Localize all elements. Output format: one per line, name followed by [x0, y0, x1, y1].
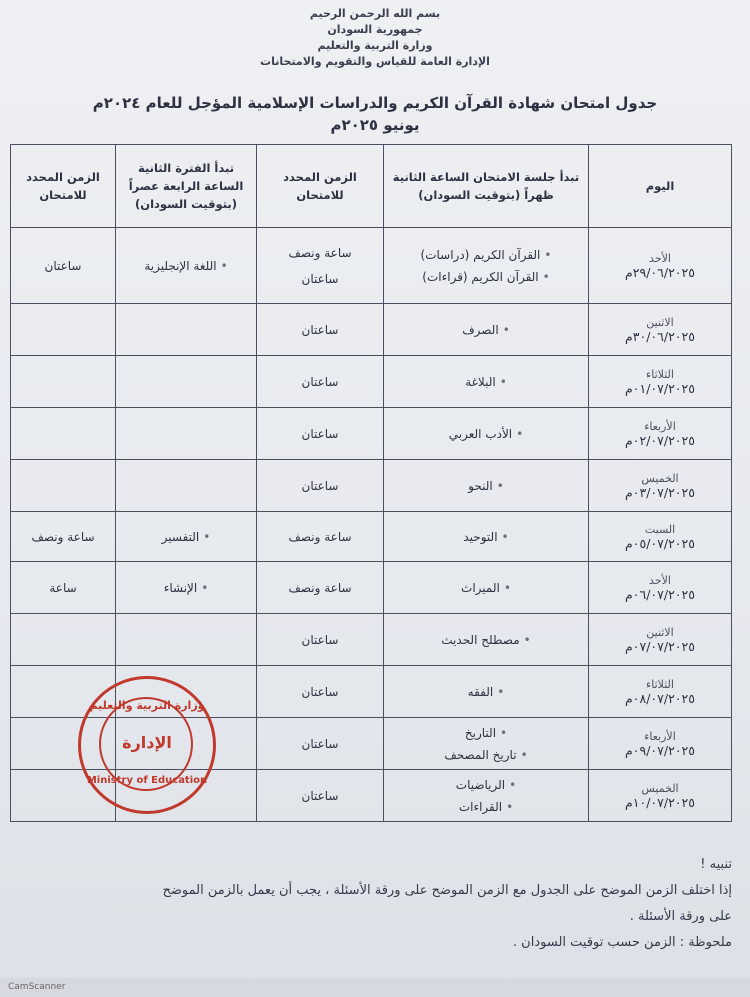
- header-line-3: وزارة التربية والتعليم: [317, 39, 433, 52]
- duration-text: ساعتان: [301, 632, 339, 647]
- duration-text: ساعتان: [301, 374, 339, 389]
- bullet-icon: •: [502, 322, 510, 337]
- title-line-1: جدول امتحان شهادة القرآن الكريم والدراسات الإسلامية المؤجل للعام ٢٠٢٤م: [92, 94, 658, 112]
- second-session-subject-text: الإنشاء: [163, 580, 198, 595]
- subject-item: [388, 629, 584, 651]
- second-session-subject-cell: [116, 614, 257, 666]
- day-date: ٠٢/٠٧/٢٠٢٥م: [625, 432, 695, 448]
- notes-line-1: إذا اختلف الزمن الموضح على الجدول مع الزمن الموضح على ورقة الأسئلة ، يجب أن يعمل بالزمن الموضح: [162, 883, 732, 898]
- bullet-icon: •: [499, 374, 507, 389]
- column-header-duration2: الزمن المحدد للامتحان: [11, 145, 116, 228]
- notes-line-2: على ورقة الأسئلة .: [629, 909, 732, 924]
- day-name: الأربعاء: [644, 729, 676, 743]
- subject-item: [388, 774, 584, 796]
- subject-cell: [384, 770, 589, 822]
- second-session-subject-cell: [116, 512, 257, 562]
- seal-middle-text: الإدارة: [122, 733, 172, 752]
- second-session-subject-text: اللغة الإنجليزية: [144, 258, 217, 273]
- subject-item: [388, 266, 584, 288]
- seal-top-text: وزارة التربية والتعليم: [89, 699, 205, 712]
- second-session-duration-cell: [11, 228, 116, 304]
- bullet-icon: •: [503, 580, 511, 595]
- duration-text: ساعة ونصف: [288, 580, 352, 595]
- subject-cell: [384, 228, 589, 304]
- day-date: ٠٦/٠٧/٢٠٢٥م: [625, 586, 695, 602]
- subject-cell: [384, 512, 589, 562]
- day-name: الخميس: [641, 471, 679, 485]
- day-date: ٠٨/٠٧/٢٠٢٥م: [625, 690, 695, 706]
- day-name: الخميس: [641, 781, 679, 795]
- day-date: ٠١/٠٧/٢٠٢٥م: [625, 380, 695, 396]
- table-row: [11, 228, 732, 304]
- header-line-4: الإدارة العامة للقياس والتقويم والامتحانات: [260, 55, 490, 68]
- seal-bottom-text: Ministry of Education: [86, 775, 208, 786]
- subject-item: [388, 423, 584, 445]
- header-line-2: جمهورية السودان: [327, 23, 423, 36]
- page-title: [10, 92, 740, 136]
- duration-text: ساعتان: [301, 478, 339, 493]
- subject-text: مصطلح الحديث: [441, 632, 520, 647]
- table-row: [11, 304, 732, 356]
- day-cell: [589, 228, 732, 304]
- duration-text: ساعتان: [301, 426, 339, 441]
- second-session-duration-text: ساعة: [49, 580, 77, 595]
- table-row: [11, 562, 732, 614]
- day-cell: [589, 304, 732, 356]
- subject-text: القرآن الكريم (قراءات): [422, 269, 539, 284]
- second-session-duration-cell: [11, 460, 116, 512]
- day-name: الثلاثاء: [646, 367, 674, 381]
- duration-cell: [257, 666, 384, 718]
- subject-item: [388, 371, 584, 393]
- day-date: ٢٩/٠٦/٢٠٢٥م: [625, 264, 695, 280]
- duration-cell: [257, 228, 384, 304]
- table-header-row: [11, 145, 732, 228]
- subject-item: [388, 244, 584, 266]
- duration-cell: [257, 356, 384, 408]
- day-name: الأربعاء: [644, 419, 676, 433]
- duration-text: ساعة ونصف: [288, 529, 352, 544]
- duration-cell: [257, 770, 384, 822]
- subject-text: الرياضيات: [455, 777, 506, 792]
- second-session-duration-cell: [11, 614, 116, 666]
- subject-cell: [384, 718, 589, 770]
- notes-section: [10, 852, 732, 956]
- day-cell: [589, 562, 732, 614]
- day-cell: [589, 666, 732, 718]
- subject-cell: [384, 356, 589, 408]
- bullet-icon: •: [509, 777, 517, 792]
- subject-text: القرآن الكريم (دراسات): [420, 247, 541, 262]
- day-cell: [589, 770, 732, 822]
- header-line-1: بسم الله الرحمن الرحيم: [309, 7, 441, 20]
- subject-text: الصرف: [462, 322, 499, 337]
- second-session-subject-cell: [116, 408, 257, 460]
- column-header-session1: تبدأ جلسة الامتحان الساعة الثانية ظهراً (بتوقيت السودان): [384, 145, 589, 228]
- subject-text: القراءات: [458, 799, 503, 814]
- day-date: ١٠/٠٧/٢٠٢٥م: [625, 794, 695, 810]
- day-name: الاثنين: [646, 625, 674, 639]
- notes-heading: تنبيه !: [700, 857, 732, 872]
- subject-cell: [384, 562, 589, 614]
- second-session-subject-cell: [116, 356, 257, 408]
- day-date: ٣٠/٠٦/٢٠٢٥م: [625, 328, 695, 344]
- subject-text: الأدب العربي: [448, 426, 513, 441]
- day-date: ٠٧/٠٧/٢٠٢٥م: [625, 638, 695, 654]
- duration-text: ساعة ونصف: [288, 245, 352, 260]
- second-session-subject-text: التفسير: [161, 529, 200, 544]
- subject-text: التوحيد: [463, 529, 498, 544]
- duration-cell: [257, 304, 384, 356]
- duration-cell: [257, 512, 384, 562]
- bullet-icon: •: [201, 580, 209, 595]
- table-row: [11, 356, 732, 408]
- duration-text: ساعتان: [301, 684, 339, 699]
- column-header-session2: تبدأ الفترة الثانية الساعة الرابعة عصراً (بتوقيت السودان): [116, 145, 257, 228]
- table-row: [11, 408, 732, 460]
- second-session-subject-cell: [116, 228, 257, 304]
- second-session-subject-cell: [116, 460, 257, 512]
- day-cell: [589, 408, 732, 460]
- scanner-footer: [0, 978, 750, 997]
- second-session-duration-cell: [11, 356, 116, 408]
- day-name: الثلاثاء: [646, 677, 674, 691]
- bullet-icon: •: [544, 247, 552, 262]
- duration-text: ساعتان: [301, 271, 339, 286]
- duration-cell: [257, 718, 384, 770]
- subject-item: [388, 319, 584, 341]
- table-row: [11, 614, 732, 666]
- scanner-label: CamScanner: [8, 982, 66, 992]
- day-cell: [589, 512, 732, 562]
- subject-item: [388, 744, 584, 766]
- second-session-duration-cell: [11, 562, 116, 614]
- duration-cell: [257, 408, 384, 460]
- duration-text: ساعتان: [301, 322, 339, 337]
- title-line-2: يونيو ٢٠٢٥م: [330, 116, 420, 134]
- notes-line-3: ملحوظة : الزمن حسب توقيت السودان .: [512, 935, 732, 950]
- bullet-icon: •: [523, 632, 531, 647]
- column-header-duration1: الزمن المحدد للامتحان: [257, 145, 384, 228]
- day-date: ٠٩/٠٧/٢٠٢٥م: [625, 742, 695, 758]
- bullet-icon: •: [520, 747, 528, 762]
- subject-item: [388, 722, 584, 744]
- duration-cell: [257, 614, 384, 666]
- day-cell: [589, 460, 732, 512]
- day-name: الأحد: [649, 573, 671, 587]
- column-header-day: اليوم: [589, 145, 732, 228]
- subject-cell: [384, 408, 589, 460]
- day-cell: [589, 356, 732, 408]
- second-session-duration-text: ساعتان: [44, 258, 82, 273]
- table-row: [11, 512, 732, 562]
- subject-item: [388, 577, 584, 599]
- bullet-icon: •: [497, 684, 505, 699]
- day-cell: [589, 614, 732, 666]
- day-date: ٠٣/٠٧/٢٠٢٥م: [625, 484, 695, 500]
- bullet-icon: •: [516, 426, 524, 441]
- bullet-icon: •: [506, 799, 514, 814]
- subject-text: التاريخ: [464, 725, 497, 740]
- day-name: الأحد: [649, 251, 671, 265]
- subject-item: [388, 681, 584, 703]
- day-date: ٠٥/٠٧/٢٠٢٥م: [625, 535, 695, 551]
- subject-cell: [384, 666, 589, 718]
- subject-cell: [384, 460, 589, 512]
- second-session-duration-cell: [11, 408, 116, 460]
- bullet-icon: •: [501, 529, 509, 544]
- second-session-subject-cell: [116, 304, 257, 356]
- bullet-icon: •: [203, 529, 211, 544]
- day-cell: [589, 718, 732, 770]
- subject-cell: [384, 614, 589, 666]
- subject-text: الفقه: [467, 684, 494, 699]
- subject-text: النحو: [468, 478, 493, 493]
- day-name: الاثنين: [646, 315, 674, 329]
- subject-item: [388, 475, 584, 497]
- duration-text: ساعتان: [301, 788, 339, 803]
- bullet-icon: •: [496, 478, 504, 493]
- subject-text: البلاغة: [465, 374, 496, 389]
- duration-cell: [257, 460, 384, 512]
- document-header: [0, 6, 750, 70]
- second-session-duration-cell: [11, 512, 116, 562]
- subject-item: [388, 526, 584, 548]
- subject-text: الميراث: [461, 580, 500, 595]
- ministry-seal: [78, 676, 216, 814]
- subject-cell: [384, 304, 589, 356]
- second-session-duration-cell: [11, 304, 116, 356]
- second-session-duration-text: ساعة ونصف: [31, 529, 95, 544]
- duration-text: ساعتان: [301, 736, 339, 751]
- bullet-icon: •: [220, 258, 228, 273]
- second-session-subject-cell: [116, 562, 257, 614]
- day-name: السبت: [644, 522, 676, 536]
- subject-item: [388, 796, 584, 818]
- table-row: [11, 460, 732, 512]
- bullet-icon: •: [500, 725, 508, 740]
- duration-cell: [257, 562, 384, 614]
- bullet-icon: •: [542, 269, 550, 284]
- subject-text: تاريخ المصحف: [444, 747, 517, 762]
